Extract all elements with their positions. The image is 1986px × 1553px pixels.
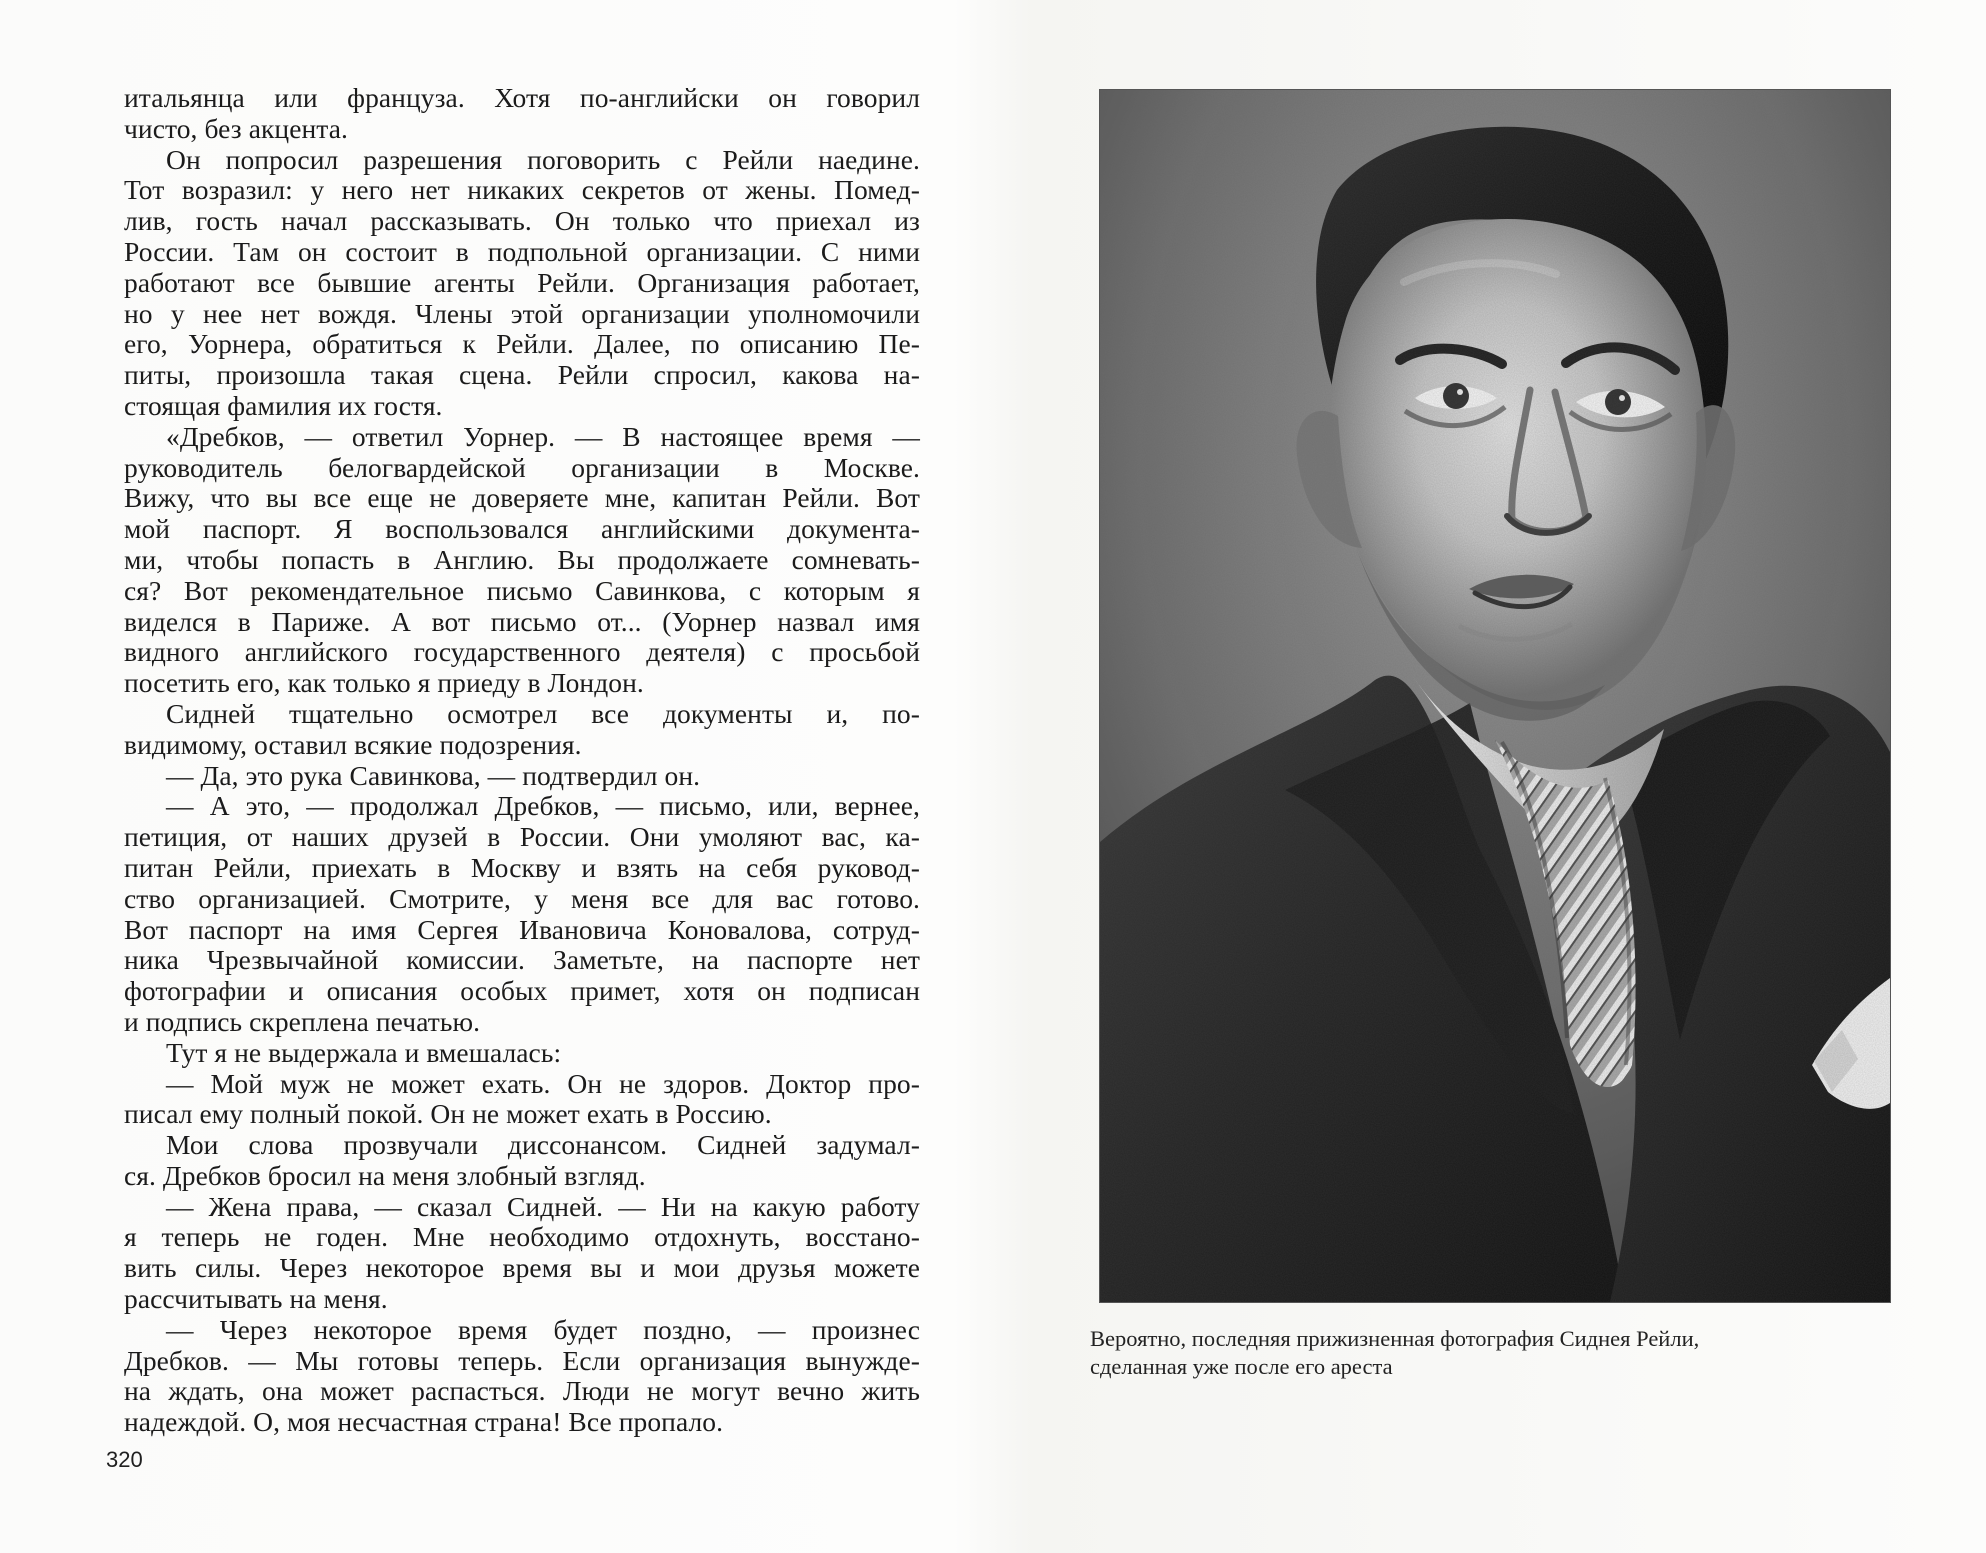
- text-line: питы, произошла такая сцена. Рейли спросил, какова на-: [124, 359, 920, 391]
- text-line: посетить его, как только я приеду в Лондон.: [124, 667, 644, 699]
- text-line: лив, гость начал рассказывать. Он только что приехал из: [124, 205, 920, 237]
- text-line: России. Там он состоит в подпольной организации. С ними: [124, 235, 920, 267]
- text-line: на ждать, она может распасться. Люди не могут вечно жить: [124, 1375, 920, 1407]
- text-line: надеждой. О, моя несчастная страна! Все пропало.: [124, 1406, 724, 1438]
- text-line: чисто, без акцента.: [124, 112, 348, 144]
- text-line: но у нее нет вождя. Члены этой организации уполномочили: [124, 297, 920, 329]
- text-line: ство организацией. Смотрите, у меня все для вас готово.: [124, 882, 920, 914]
- text-line: — Через некоторое время будет поздно, — произнес: [166, 1313, 920, 1345]
- text-line: рассчитывать на меня.: [124, 1283, 388, 1315]
- text-line: ся? Вот рекомендательное письмо Савинкова, с которым я: [124, 574, 920, 606]
- text-line: «Дребков, — ответил Уорнер. — В настоящее время —: [166, 420, 920, 452]
- body-text-column: [124, 83, 920, 1438]
- text-line: — Мой муж не может ехать. Он не здоров. Доктор про-: [166, 1067, 920, 1099]
- caption-line: сделанная уже после его ареста: [1090, 1354, 1393, 1379]
- text-line: я теперь не годен. Мне необходимо отдохнуть, восстано-: [124, 1221, 920, 1253]
- text-line: стоящая фамилия их гостя.: [124, 389, 443, 421]
- text-line: мой паспорт. Я воспользовался английскими документа-: [124, 513, 920, 545]
- text-line: Мои слова прозвучали диссонансом. Сидней задумал-: [166, 1129, 920, 1161]
- page-number: 320: [106, 1447, 143, 1472]
- text-line: — А это, — продолжал Дребков, — письмо, или, вернее,: [166, 790, 920, 822]
- text-line: вить силы. Через некоторое время вы и мои друзья можете: [124, 1252, 920, 1284]
- text-line: руководитель белогвардейской организации в Москве.: [124, 451, 920, 483]
- text-line: итальянца или француза. Хотя по-английски он говорил: [124, 82, 920, 113]
- caption-line: Вероятно, последняя прижизненная фотография Сиднея Рейли,: [1090, 1326, 1700, 1351]
- text-line: — Да, это рука Савинкова, — подтвердил он.: [166, 759, 701, 791]
- text-line: петиция, от наших друзей в России. Они умоляют вас, ка-: [124, 821, 920, 853]
- text-line: — Жена права, — сказал Сидней. — Ни на какую работу: [166, 1190, 920, 1222]
- text-line: Вижу, что вы все еще не доверяете мне, капитан Рейли. Вот: [124, 482, 920, 514]
- text-line: Вот паспорт на имя Сергея Ивановича Коновалова, сотруд-: [124, 913, 920, 945]
- text-line: Тот возразил: у него нет никаких секретов от жены. Помед-: [124, 174, 920, 206]
- portrait-image: [1100, 90, 1890, 1302]
- text-line: видного английского государственного деятеля) с просьбой: [124, 636, 920, 668]
- text-line: Тут я не выдержала и вмешалась:: [166, 1036, 562, 1068]
- text-line: Дребков. — Мы готовы теперь. Если организация вынужде-: [124, 1344, 920, 1376]
- text-line: и подпись скреплена печатью.: [124, 1005, 481, 1037]
- text-line: фотографии и описания особых примет, хотя он подписан: [124, 975, 920, 1007]
- text-line: работают все бывшие агенты Рейли. Организация работает,: [124, 266, 920, 298]
- right-page: [1010, 0, 1986, 1553]
- text-line: ника Чрезвычайной комиссии. Заметьте, на паспорте нет: [124, 944, 920, 976]
- text-line: питан Рейли, приехать в Москву и взять на себя руковод-: [124, 851, 920, 883]
- text-line: видимому, оставил всякие подозрения.: [124, 728, 582, 760]
- text-line: ми, чтобы попасть в Англию. Вы продолжаете сомневать-: [124, 543, 920, 575]
- text-line: Он попросил разрешения поговорить с Рейли наедине.: [166, 143, 920, 175]
- portrait-photo: [1100, 90, 1890, 1302]
- text-line: Сидней тщательно осмотрел все документы и, по-: [166, 697, 920, 729]
- text-line: виделся в Париже. А вот письмо от... (Уорнер назвал имя: [124, 605, 920, 637]
- text-line: писал ему полный покой. Он не может ехать в Россию.: [124, 1098, 772, 1130]
- photo-caption: [1090, 1325, 1870, 1381]
- text-line: его, Уорнера, обратиться к Рейли. Далее, по описанию Пе-: [124, 328, 920, 360]
- text-line: ся. Дребков бросил на меня злобный взгляд.: [124, 1159, 646, 1191]
